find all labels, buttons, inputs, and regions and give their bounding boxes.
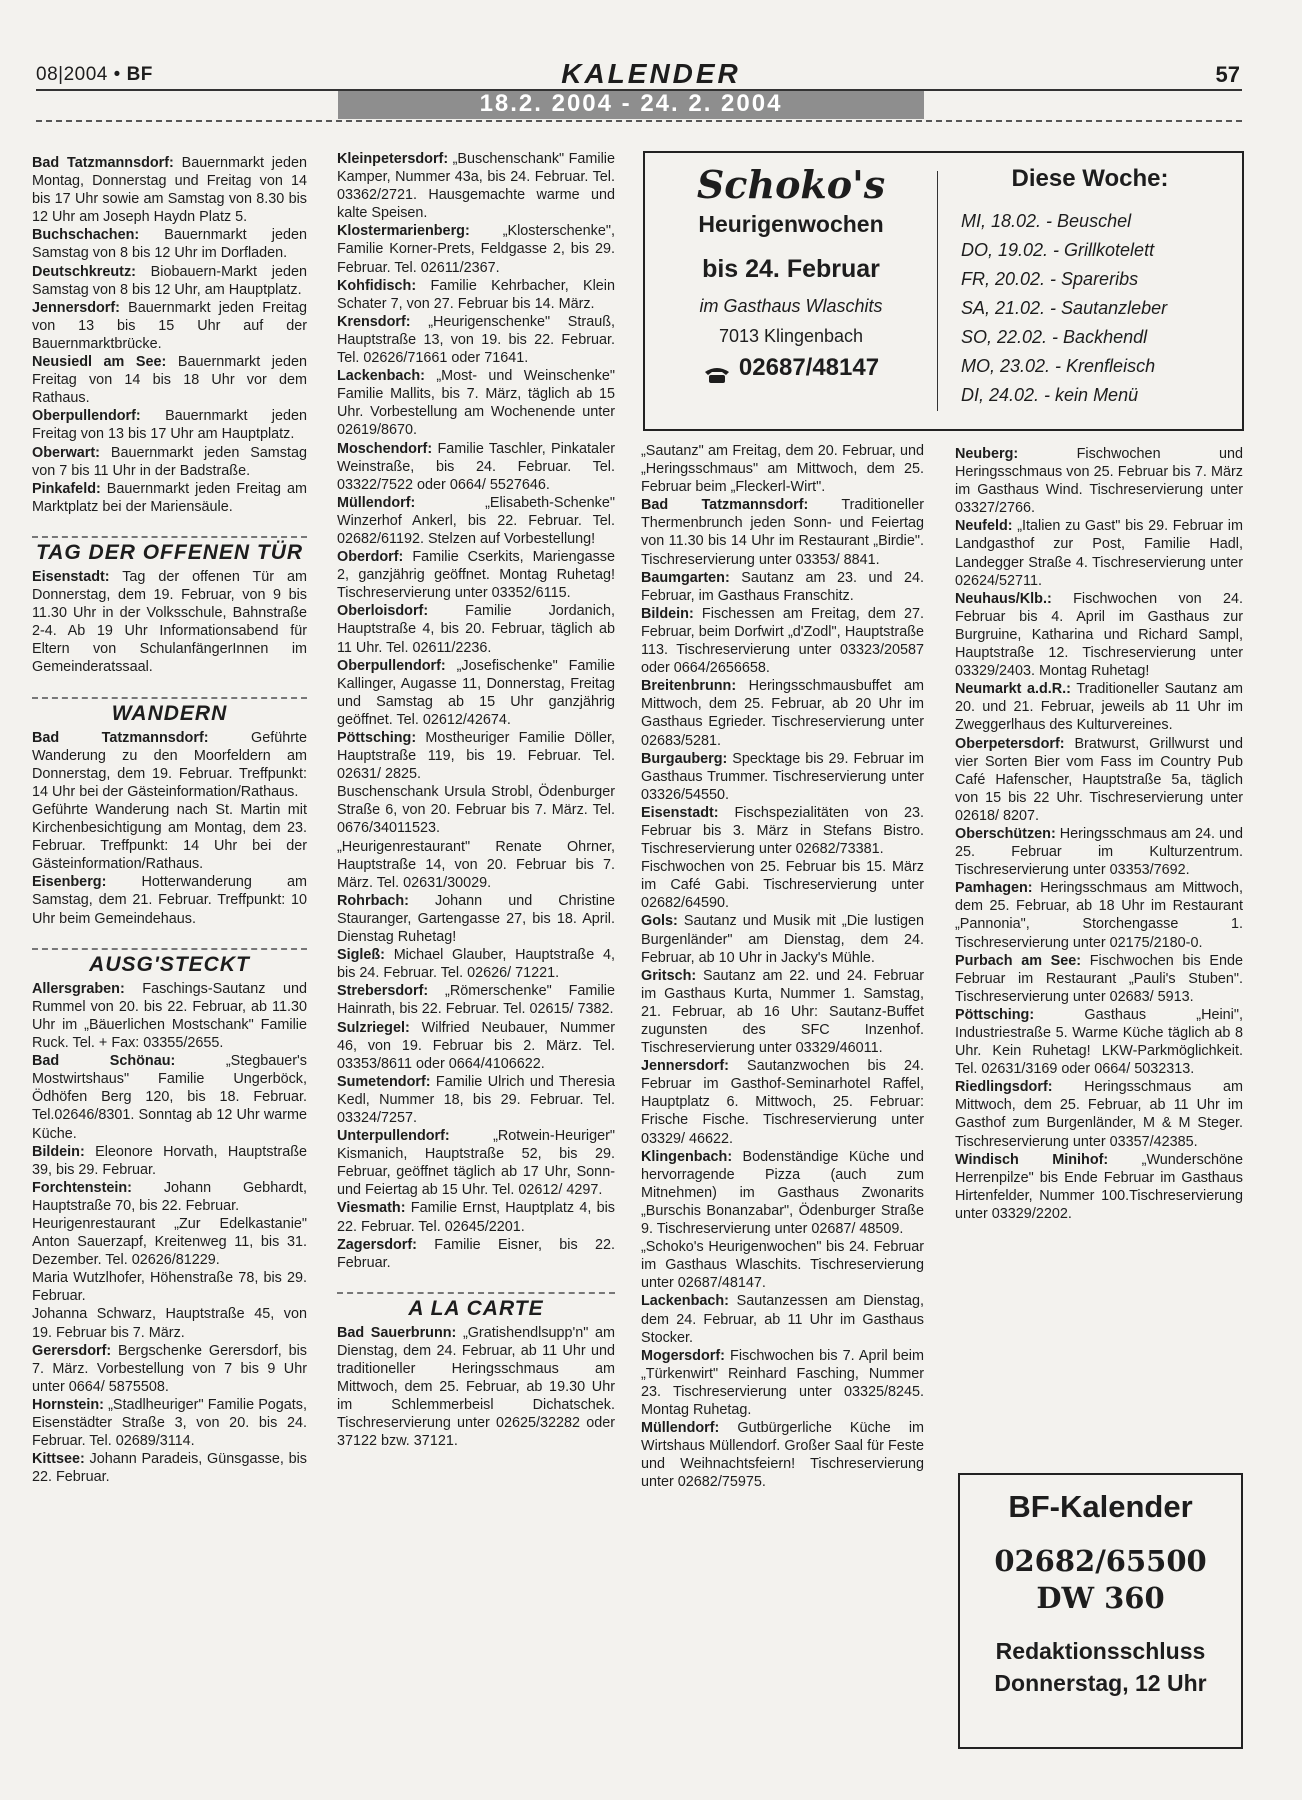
entry-place: Sumetendorf: — [337, 1073, 431, 1090]
entry-text: Sautanzwochen bis 24. Februar im Gasthof-Seminarhotel Raffel, Hauptplatz 6. Mittwoch, 25. Februar: Frische Fische. Tischreservierung unter 03329/ 46622. — [641, 1058, 924, 1147]
calendar-entry — [32, 980, 307, 1052]
entry-text: Fischwochen und Heringsschmaus von 25. Februar bis 7. März im Gasthaus Wind. Tischreservierung unter 03327/2766. — [955, 446, 1243, 517]
calendar-entry — [32, 353, 307, 407]
entry-text: Familie Ernst, Hauptplatz 4, bis 22. Februar. Tel. 02645/2201. — [337, 1200, 615, 1235]
telephone-icon — [703, 360, 731, 378]
calendar-entry — [32, 729, 307, 801]
entry-text: Johanna Schwarz, Hauptstraße 45, von 19. Februar bis 7. März. — [32, 1306, 307, 1341]
menu-item: MI, 18.02. - Beuschel — [961, 211, 1132, 231]
entry-text: Bauernmarkt jeden Samstag von 8 bis 12 Uhr im Dorfladen. — [32, 227, 307, 262]
calendar-entry — [32, 444, 307, 480]
entry-text: „Josefischenke" Familie Kallinger, Augasse 11, Donnerstag, Freitag und Samstag ab 15 Uhr ganzjährig geöffnet. Tel. 02612/42674. — [337, 657, 615, 728]
entry-place: Buchschachen: — [32, 227, 140, 244]
bf-box-title: BF-Kalender — [1008, 1489, 1193, 1524]
entry-text: Michael Glauber, Hauptstraße 4, bis 24. Februar. Tel. 02626/ 71221. — [337, 947, 615, 982]
calendar-entry — [641, 442, 924, 496]
entry-place: Pinkafeld: — [32, 480, 101, 497]
ad-menu-list — [945, 207, 1235, 410]
entry-text: Heurigenrestaurant „Zur Edelkastanie" Anton Sauerzapf, Kreitenweg 11, bis 31. Dezember. Tel. 02626/81229. — [32, 1215, 307, 1269]
entry-place: Pamhagen: — [955, 880, 1033, 897]
entry-place: Bad Tatzmannsdorf: — [32, 155, 174, 171]
a-la-carte-list — [337, 1324, 615, 1451]
entry-place: Gols: — [641, 913, 678, 930]
entry-place: Gritsch: — [641, 967, 697, 984]
open-day-list — [32, 568, 307, 677]
entry-text: Fischwochen von 24. Februar bis 4. April im Gasthaus zur Burgruine, Katharina und Richard Sampl, Hauptstraße 12. Tischreservierung unter 03329/2403. Montag Ruhetag! — [955, 590, 1243, 680]
a-la-carte-list-continued — [641, 442, 924, 1491]
entry-text: „Rotwein-Heuriger" Kismanich, Hauptstraße 52, bis 29. Februar, geöffnet täglich ab 17 Uhr, Sonn- und Feiertag ab 15 Uhr. Tel. 02612/ 4297. — [337, 1128, 615, 1199]
ausgsteckt-list — [32, 980, 307, 1487]
entry-place: Forchtenstein: — [32, 1179, 132, 1196]
entry-place: Neuberg: — [955, 446, 1019, 462]
calendar-entry — [955, 735, 1243, 825]
entry-place: Allersgraben: — [32, 980, 125, 997]
entry-place: Breitenbrunn: — [641, 678, 737, 695]
ausgsteckt-list-continued — [337, 150, 615, 1272]
calendar-entry — [641, 804, 924, 858]
entry-text: Bergschenke Gerersdorf, bis 7. März. Vorbestellung von 7 bis 9 Uhr unter 0664/ 5875508. — [32, 1342, 307, 1395]
calendar-entry — [955, 1006, 1243, 1078]
entry-place: Lackenbach: — [641, 1293, 729, 1310]
entry-place: Müllendorf: — [641, 1420, 720, 1437]
entry-text: „Italien zu Gast" bis 29. Februar im Landgasthof zur Post, Familie Hadl, Landegger Straße 4. Tischreservierung unter 02624/52711. — [955, 518, 1243, 589]
calendar-entry — [641, 1419, 924, 1491]
calendar-entry — [32, 1342, 307, 1396]
entry-text: „Gratishendlsupp'n" am Dienstag, dem 24. Februar, ab 11 Uhr und traditioneller Heringsschmaus am Mittwoch, dem 25. Februar, ab 19.30 Uhr im Schlemmerbeisl Dichatschek. Tischreservierung unter 02625/32282 oder 37122 bzw. 37121. — [337, 1324, 615, 1450]
entry-place: Jennersdorf: — [641, 1058, 729, 1075]
entry-text: Familie Ulrich und Theresia Kedl, Nummer 18, bis 29. Februar. Tel. 03324/7257. — [337, 1073, 615, 1126]
entry-text: Traditioneller Sautanz am 20. und 21. Februar, jeweils ab 11 Uhr im Zweggerlhaus des Kulturvereines. — [955, 681, 1243, 734]
ad-phone: 02687/48147 — [645, 351, 937, 385]
calendar-entry — [32, 263, 307, 299]
entry-place: Bad Schönau: — [32, 1053, 176, 1070]
calendar-entry — [32, 1215, 307, 1269]
calendar-entry — [641, 912, 924, 966]
entry-place: Viesmath: — [337, 1200, 406, 1217]
entry-text: Geführte Wanderung nach St. Martin mit Kirchenbesichtigung am Montag, dem 23. Februar. Treffpunkt: 14 Uhr bei der Gästeinformation/Rathaus. — [32, 802, 307, 873]
calendar-entry — [337, 1073, 615, 1127]
entry-text: „Heurigenschenke" Strauß, Hauptstraße 13, von 19. bis 22. Februar. Tel. 02626/71661 oder 71641. — [337, 313, 615, 367]
entry-text: Bauernmarkt jeden Freitag von 13 bis 15 Uhr auf der Bauernmarktbrücke. — [32, 299, 307, 352]
entry-text: Familie Kehrbacher, Klein Schater 7, von 27. Februar bis 14. März. — [337, 277, 615, 312]
entry-place: Bad Sauerbrunn: — [337, 1324, 457, 1341]
calendar-entry — [337, 367, 615, 439]
calendar-entry — [641, 569, 924, 605]
entry-text: „Buschenschank" Familie Kamper, Nummer 43a, bis 24. Februar. Tel. 03362/2721. Hausgemachte warme und kalte Speisen. — [337, 151, 615, 222]
calendar-entry — [337, 1127, 615, 1199]
calendar-entry — [641, 1148, 924, 1238]
calendar-entry — [955, 680, 1243, 734]
menu-item: MO, 23.02. - Krenfleisch — [961, 356, 1156, 376]
entry-place: Neumarkt a.d.R.: — [955, 681, 1071, 698]
entry-text: Gasthaus „Heini", Industriestraße 5. Warme Küche täglich ab 8 Uhr. Kein Ruhetag! LKW-Parkmöglichkeit. Tel. 02631/3169 oder 0664/ 5032313. — [955, 1006, 1243, 1078]
calendar-entry — [337, 548, 615, 602]
calendar-entry — [641, 1238, 924, 1292]
entry-text: Johann Paradeis, Günsgasse, bis 22. Februar. — [32, 1451, 307, 1486]
entry-place: Moschendorf: — [337, 440, 433, 457]
entry-text: Heringsschmaus am 24. und 25. Februar im Kulturzentrum. Tischreservierung unter 03353/7692. — [955, 825, 1243, 879]
calendar-entry — [32, 1305, 307, 1341]
ad-until: bis 24. Februar — [702, 255, 880, 283]
entry-text: Heringsschmausbuffet am Mittwoch, dem 25. Februar, ab 20 Uhr im Gasthaus Egrieder. Tischreservierung unter 02683/5281. — [641, 678, 924, 749]
entry-text: Bauernmarkt jeden Montag, Donnerstag und Freitag von 14 bis 17 Uhr sowie am Samstag von 8.30 bis 12 Uhr am Joseph Haydn Platz 5. — [32, 155, 308, 226]
entry-place: Oberloisdorf: — [337, 603, 429, 620]
entry-text: Johann und Christine Stauranger, Gartengasse 27, bis 18. April. Dienstag Ruhetag! — [337, 892, 615, 946]
entry-place: Pöttsching: — [955, 1006, 1035, 1023]
entry-place: Kohfidisch: — [337, 277, 417, 294]
calendar-entry — [337, 1019, 615, 1073]
entry-text: „Elisabeth-Schenke" Winzerhof Ankerl, bis 22. Februar. Tel. 02682/61192. Stelzen auf Vorbestellung! — [337, 494, 615, 547]
calendar-entry — [955, 445, 1243, 517]
page-number: 57 — [1215, 62, 1240, 87]
entry-text: Familie Jordanich, Hauptstraße 4, bis 20. Februar, täglich ab 11 Uhr. Tel. 02611/2236. — [337, 603, 615, 656]
entry-text: Bauernmarkt jeden Freitag am Marktplatz bei der Mariensäule. — [32, 480, 307, 515]
entry-text: Bauernmarkt jeden Freitag von 14 bis 18 Uhr vor dem Rathaus. — [32, 354, 307, 407]
calendar-entry — [32, 568, 307, 677]
calendar-entry — [641, 677, 924, 749]
section-title: KALENDER — [561, 58, 741, 89]
entry-place: Unterpullendorf: — [337, 1128, 450, 1145]
calendar-entry — [32, 1450, 307, 1486]
entry-text: Bauernmarkt jeden Freitag von 13 bis 17 Uhr am Hauptplatz. — [32, 408, 307, 443]
entry-text: Mostheuriger Familie Döller, Hauptstraße 119, bis 19. Februar. Tel. 02631/ 2825. — [337, 730, 615, 783]
entry-place: Oberpullendorf: — [32, 408, 141, 425]
menu-item: SA, 21.02. - Sautanzleber — [961, 298, 1168, 318]
entry-place: Oberpullendorf: — [337, 657, 446, 674]
ad-address: 7013 Klingenbach — [718, 326, 864, 346]
entry-place: Kittsee: — [32, 1451, 85, 1468]
entry-place: Bildein: — [32, 1143, 85, 1160]
entry-place: Eisenberg: — [32, 874, 107, 891]
calendar-entry — [641, 605, 924, 677]
calendar-entry — [955, 1151, 1243, 1223]
entry-place: Jennersdorf: — [32, 299, 120, 316]
calendar-entry — [337, 602, 615, 656]
entry-place: Sulzriegel: — [337, 1019, 410, 1036]
entry-text: Fischspezialitäten von 23. Februar bis 3. März in Stefans Bistro. Tischreservierung unter 02682/73381. — [641, 804, 924, 858]
entry-place: Klostermarienberg: — [337, 223, 470, 240]
entry-text: Traditioneller Thermenbrunch jeden Sonn- und Feiertag von 11.30 bis 14 Uhr im Restaurant „Birdie". Tischreservierung unter 03353/ 8841. — [641, 497, 924, 568]
entry-text: Heringsschmaus am Mittwoch, dem 25. Februar, ab 11 Uhr im Gasthof zum Burgenländer, M & M Steger. Tischreservierung unter 03357/42385. — [955, 1079, 1243, 1150]
calendar-entry — [955, 590, 1243, 680]
entry-text: Familie Eisner, bis 22. Februar. — [337, 1236, 615, 1271]
calendar-entry — [337, 982, 615, 1018]
calendar-entry — [337, 313, 615, 367]
calendar-entry — [641, 1057, 924, 1147]
calendar-entry — [337, 892, 615, 946]
entry-place: Lackenbach: — [337, 368, 425, 385]
calendar-entry — [337, 1236, 615, 1272]
entry-place: Bad Tatzmannsdorf: — [32, 729, 209, 746]
entry-place: Neufeld: — [955, 518, 1013, 535]
date-range: 18.2. 2004 - 24. 2. 2004 — [479, 90, 783, 117]
entry-place: Bildein: — [641, 605, 694, 622]
entry-place: Gerersdorf: — [32, 1342, 112, 1359]
entry-place: Purbach am See: — [955, 952, 1082, 969]
entry-text: Buschenschank Ursula Strobl, Ödenburger Straße 6, von 20. Februar bis 7. März. Tel. 0676/34011523. — [337, 784, 615, 837]
entry-place: Burgauberg: — [641, 750, 728, 767]
entry-place: Riedlingsdorf: — [955, 1079, 1053, 1096]
calendar-entry — [32, 1143, 307, 1179]
bf-box-deadline-label: Redaktionsschluss — [995, 1638, 1206, 1664]
hiking-list — [32, 729, 307, 928]
menu-item: DO, 19.02. - Grillkotelett — [961, 240, 1155, 260]
entry-place: Sigleß: — [337, 947, 385, 964]
a-la-carte-list-continued-2 — [955, 445, 1243, 1223]
entry-place: Eisenstadt: — [32, 568, 110, 585]
calendar-entry — [337, 657, 615, 729]
entry-text: Fischwochen bis 7. April beim „Türkenwirt" Reinhard Fasching, Nummer 23. Tischreservierung unter 03325/8245. Montag Ruhetag. — [641, 1347, 924, 1418]
entry-text: Familie Taschler, Pinkataler Weinstraße, bis 24. Februar. Tel. 03322/7522 oder 0664/ 5527646. — [337, 440, 615, 493]
calendar-entry — [337, 783, 615, 837]
entry-text: „Most- und Weinschenke" Familie Mallits, bis 7. März, täglich ab 15 Uhr. Vorbestellung am Wochenende unter 02619/8670. — [337, 368, 615, 439]
entry-text: Biobauern-Markt jeden Samstag von 8 bis 12 Uhr, am Hauptplatz. — [32, 263, 307, 298]
calendar-entry — [955, 825, 1243, 879]
calendar-entry — [32, 801, 307, 873]
calendar-entry — [337, 729, 615, 783]
issue-label: 08|2004 • BF — [36, 64, 153, 85]
calendar-entry — [32, 407, 307, 443]
calendar-entry — [641, 1347, 924, 1419]
ad-left-panel — [645, 161, 937, 385]
calendar-entry — [337, 1324, 615, 1451]
bf-kalender-box — [958, 1473, 1243, 1749]
calendar-entry — [337, 838, 615, 892]
entry-place: Eisenstadt: — [641, 804, 719, 821]
entry-text: Specktage bis 29. Februar im Gasthaus Trummer. Tischreservierung unter 03326/54550. — [641, 750, 924, 803]
market-list — [32, 154, 307, 516]
calendar-entry — [32, 1396, 307, 1450]
calendar-entry — [337, 494, 615, 548]
calendar-entry — [32, 480, 307, 516]
calendar-entry — [337, 277, 615, 313]
entry-text: Tag der offenen Tür am Donnerstag, dem 19. Februar, von 9 bis 11.30 Uhr in der Volksschule, Bahnstraße 2-4. Ab 19 Uhr Informationsabend für Eltern von SchulanfängerInnen im Gemeinderatssaal. — [32, 568, 307, 676]
entry-text: Heringsschmaus am Mittwoch, dem 25. Februar, ab 18 Uhr im Restaurant „Pannonia", Storchengasse 1. Tischreservierung unter 02175/2180-0. — [955, 880, 1243, 951]
entry-place: Kleinpetersdorf: — [337, 151, 449, 167]
entry-place: Windisch Minihof: — [955, 1151, 1109, 1168]
entry-place: Hornstein: — [32, 1396, 104, 1413]
calendar-entry — [955, 879, 1243, 951]
calendar-entry — [955, 952, 1243, 1006]
entry-place: Krensdorf: — [337, 313, 411, 330]
menu-item: SO, 22.02. - Backhendl — [961, 327, 1148, 347]
calendar-entry — [32, 1179, 307, 1215]
entry-place: Oberschützen: — [955, 825, 1056, 842]
calendar-entry — [32, 1269, 307, 1305]
entry-place: Neusiedl am See: — [32, 354, 167, 371]
calendar-entry — [641, 1292, 924, 1346]
entry-text: Sautanz am 23. und 24. Februar, im Gasthaus Franschitz. — [641, 569, 924, 604]
bf-box-deadline-time: Donnerstag, 12 Uhr — [994, 1670, 1207, 1696]
entry-text: Bauernmarkt jeden Samstag von 7 bis 11 Uhr in der Badstraße. — [32, 444, 307, 479]
bf-box-extension: DW 360 — [1036, 1581, 1165, 1615]
entry-text: Maria Wutzlhofer, Höhenstraße 78, bis 29. Februar. — [32, 1270, 307, 1305]
section-heading-wandern: WANDERN — [32, 697, 307, 725]
section-heading-tag-der-offenen-tuer: TAG DER OFFENEN TÜR — [32, 536, 307, 564]
entry-text: Sautanz und Musik mit „Die lustigen Burgenländer" am Dienstag, dem 24. Februar, ab 10 Uhr in Jacky's Mühle. — [641, 913, 924, 966]
entry-text: „Sautanz" am Freitag, dem 20. Februar, und „Heringsschmaus" am Mittwoch, dem 25. Februar beim „Fleckerl-Wirt". — [641, 443, 924, 496]
section-heading-ausgsteckt: AUSG'STECKT — [32, 948, 307, 976]
calendar-entry — [641, 750, 924, 804]
entry-text: Eleonore Horvath, Hauptstraße 39, bis 29. Februar. — [32, 1143, 307, 1178]
entry-text: Hotterwanderung am Samstag, dem 21. Februar. Treffpunkt: 10 Uhr beim Gemeindehaus. — [32, 874, 307, 927]
entry-text: Bodenständige Küche und hervorragende Pizza (auch zum Mitnehmen) im Gasthaus Zwonarits „Burschis Bonanzabar", Ödenburger Straße 9. Tischreservierung unter 02687/ 48509. — [641, 1148, 924, 1238]
calendar-entry — [337, 150, 615, 222]
column-2 — [337, 150, 615, 1451]
entry-text: „Wunderschöne Herrenpilze" bis Ende Februar im Gasthaus Hirtenfelder, Nummer 100.Tischreservierung unter 03329/2202. — [955, 1151, 1243, 1222]
calendar-entry — [641, 496, 924, 568]
calendar-entry — [337, 1199, 615, 1235]
entry-text: Sautanzessen am Dienstag, dem 24. Februar, ab 11 Uhr im Gasthaus Stocker. — [641, 1293, 924, 1346]
entry-place: Rohrbach: — [337, 892, 409, 909]
entry-text: Wilfried Neubauer, Nummer 46, von 19. Februar bis 2. März. Tel. 03353/8611 oder 0664/4106622. — [337, 1019, 615, 1072]
calendar-entry — [337, 440, 615, 494]
ad-location: im Gasthaus Wlaschits — [699, 296, 883, 316]
entry-place: Neuhaus/Klb.: — [955, 590, 1052, 607]
entry-place: Oberdorf: — [337, 549, 404, 566]
entry-place: Oberpetersdorf: — [955, 735, 1065, 752]
entry-text: „Römerschenke" Familie Hainrath, bis 22. Februar. Tel. 02615/ 7382. — [337, 983, 615, 1018]
entry-place: Zagersdorf: — [337, 1236, 417, 1253]
calendar-entry — [32, 226, 307, 262]
entry-place: Baumgarten: — [641, 569, 730, 586]
column-4 — [955, 445, 1243, 1223]
entry-place: Mogersdorf: — [641, 1347, 725, 1364]
entry-text: Johann Gebhardt, Hauptstraße 70, bis 22. Februar. — [32, 1179, 307, 1214]
calendar-entry — [955, 517, 1243, 589]
entry-place: Bad Tatzmannsdorf: — [641, 497, 809, 514]
entry-text: „Heurigenrestaurant" Renate Ohrner, Hauptstraße 14, von 20. Februar bis 7. März. Tel. 02631/30029. — [337, 838, 615, 891]
ad-divider — [937, 171, 938, 411]
ad-title: Heurigenwochen — [698, 211, 884, 237]
calendar-entry — [32, 299, 307, 353]
calendar-entry — [641, 858, 924, 912]
entry-text: Bratwurst, Grillwurst und vier Sorten Bier vom Fass im Country Pub Café Hafenscher, Hauptstraße 5a, täglich von 15 bis 22 Uhr. Tischreservierung unter 02618/ 8207. — [955, 735, 1243, 824]
entry-text: Fischwochen bis Ende Februar im Restaurant „Pauli's Stuben". Tischreservierung unter 02683/ 5913. — [955, 952, 1244, 1005]
ad-logo: Schoko's — [696, 162, 886, 207]
entry-text: Familie Cserkits, Mariengasse 2, ganzjährig geöffnet. Montag Ruhetag! Tischreservierung unter 03352/6115. — [337, 549, 615, 602]
menu-item: FR, 20.02. - Spareribs — [961, 269, 1139, 289]
column-1 — [32, 154, 307, 1486]
entry-place: Pöttsching: — [337, 730, 417, 746]
column-3 — [641, 442, 924, 1491]
entry-place: Müllendorf: — [337, 494, 416, 511]
entry-place: Klingenbach: — [641, 1148, 733, 1165]
section-heading-a-la-carte: A LA CARTE — [337, 1292, 615, 1320]
menu-item: DI, 24.02. - kein Menü — [961, 385, 1139, 405]
ad-menu-title: Diese Woche: — [1011, 165, 1169, 192]
entry-text: Fischessen am Freitag, dem 27. Februar, beim Dorfwirt „d'Zodl", Hauptstraße 113. Tischreservierung unter 03323/20587 oder 0664/2656658. — [641, 605, 924, 677]
entry-text: Sautanz am 22. und 24. Februar im Gasthaus Kurta, Nummer 1. Samstag, 21. Februar, ab 16 Uhr: Sautanz-Buffet zugunsten des SFC Inzenhof. Tischreservierung unter 03329/46011. — [641, 967, 924, 1057]
entry-text: Gutbürgerliche Küche im Wirtshaus Müllendorf. Großer Saal für Feste und Weihnachtsfeiern! Tischreservierung unter 02682/75975. — [641, 1420, 924, 1491]
entry-text: „Schoko's Heurigenwochen" bis 24. Februar im Gasthaus Wlaschits. Tischreservierung unter 02687/48147. — [641, 1239, 924, 1292]
entry-place: Strebersdorf: — [337, 983, 429, 1000]
entry-text: Faschings-Sautanz und Rummel von 20. bis 22. Februar, ab 11.30 Uhr im „Bäuerlichen Mostschank" Familie Ruck. Tel. + Fax: 03355/2655. — [32, 980, 307, 1052]
entry-text: „Stadlheuriger" Familie Pogats, Eisenstädter Straße 3, von 20. bis 24. Februar. Tel. 02689/3114. — [32, 1396, 307, 1450]
calendar-entry — [955, 1078, 1243, 1150]
calendar-entry — [337, 946, 615, 982]
entry-text: Geführte Wanderung zu den Moorfeldern am Donnerstag, dem 19. Februar. Treffpunkt: 14 Uhr bei der Gästeinformation/Rathaus. — [32, 729, 308, 800]
entry-text: „Stegbauer's Mostwirtshaus" Familie Ungerböck, Ödhöfen Berg 120, bis 18. Februar. Tel.02646/8301. Sonntag ab 12 Uhr warme Küche. — [32, 1053, 307, 1142]
entry-text: „Klosterschenke", Familie Korner-Prets, Feldgasse 2, bis 29. Februar. Tel. 02611/2367. — [337, 223, 615, 276]
entry-place: Deutschkreutz: — [32, 263, 136, 280]
entry-text: Fischwochen von 25. Februar bis 15. März im Café Gabi. Tischreservierung unter 02682/64590. — [641, 859, 924, 912]
bf-box-phone: 02682/65500 — [994, 1544, 1207, 1578]
ad-menu-panel — [945, 161, 1235, 410]
calendar-entry — [641, 967, 924, 1057]
calendar-entry — [32, 1052, 307, 1142]
header-dashed-divider — [36, 120, 1242, 122]
calendar-entry — [32, 154, 307, 226]
entry-place: Oberwart: — [32, 444, 100, 461]
calendar-entry — [32, 873, 307, 927]
schoko-advertisement — [643, 151, 1244, 431]
calendar-entry — [337, 222, 615, 276]
